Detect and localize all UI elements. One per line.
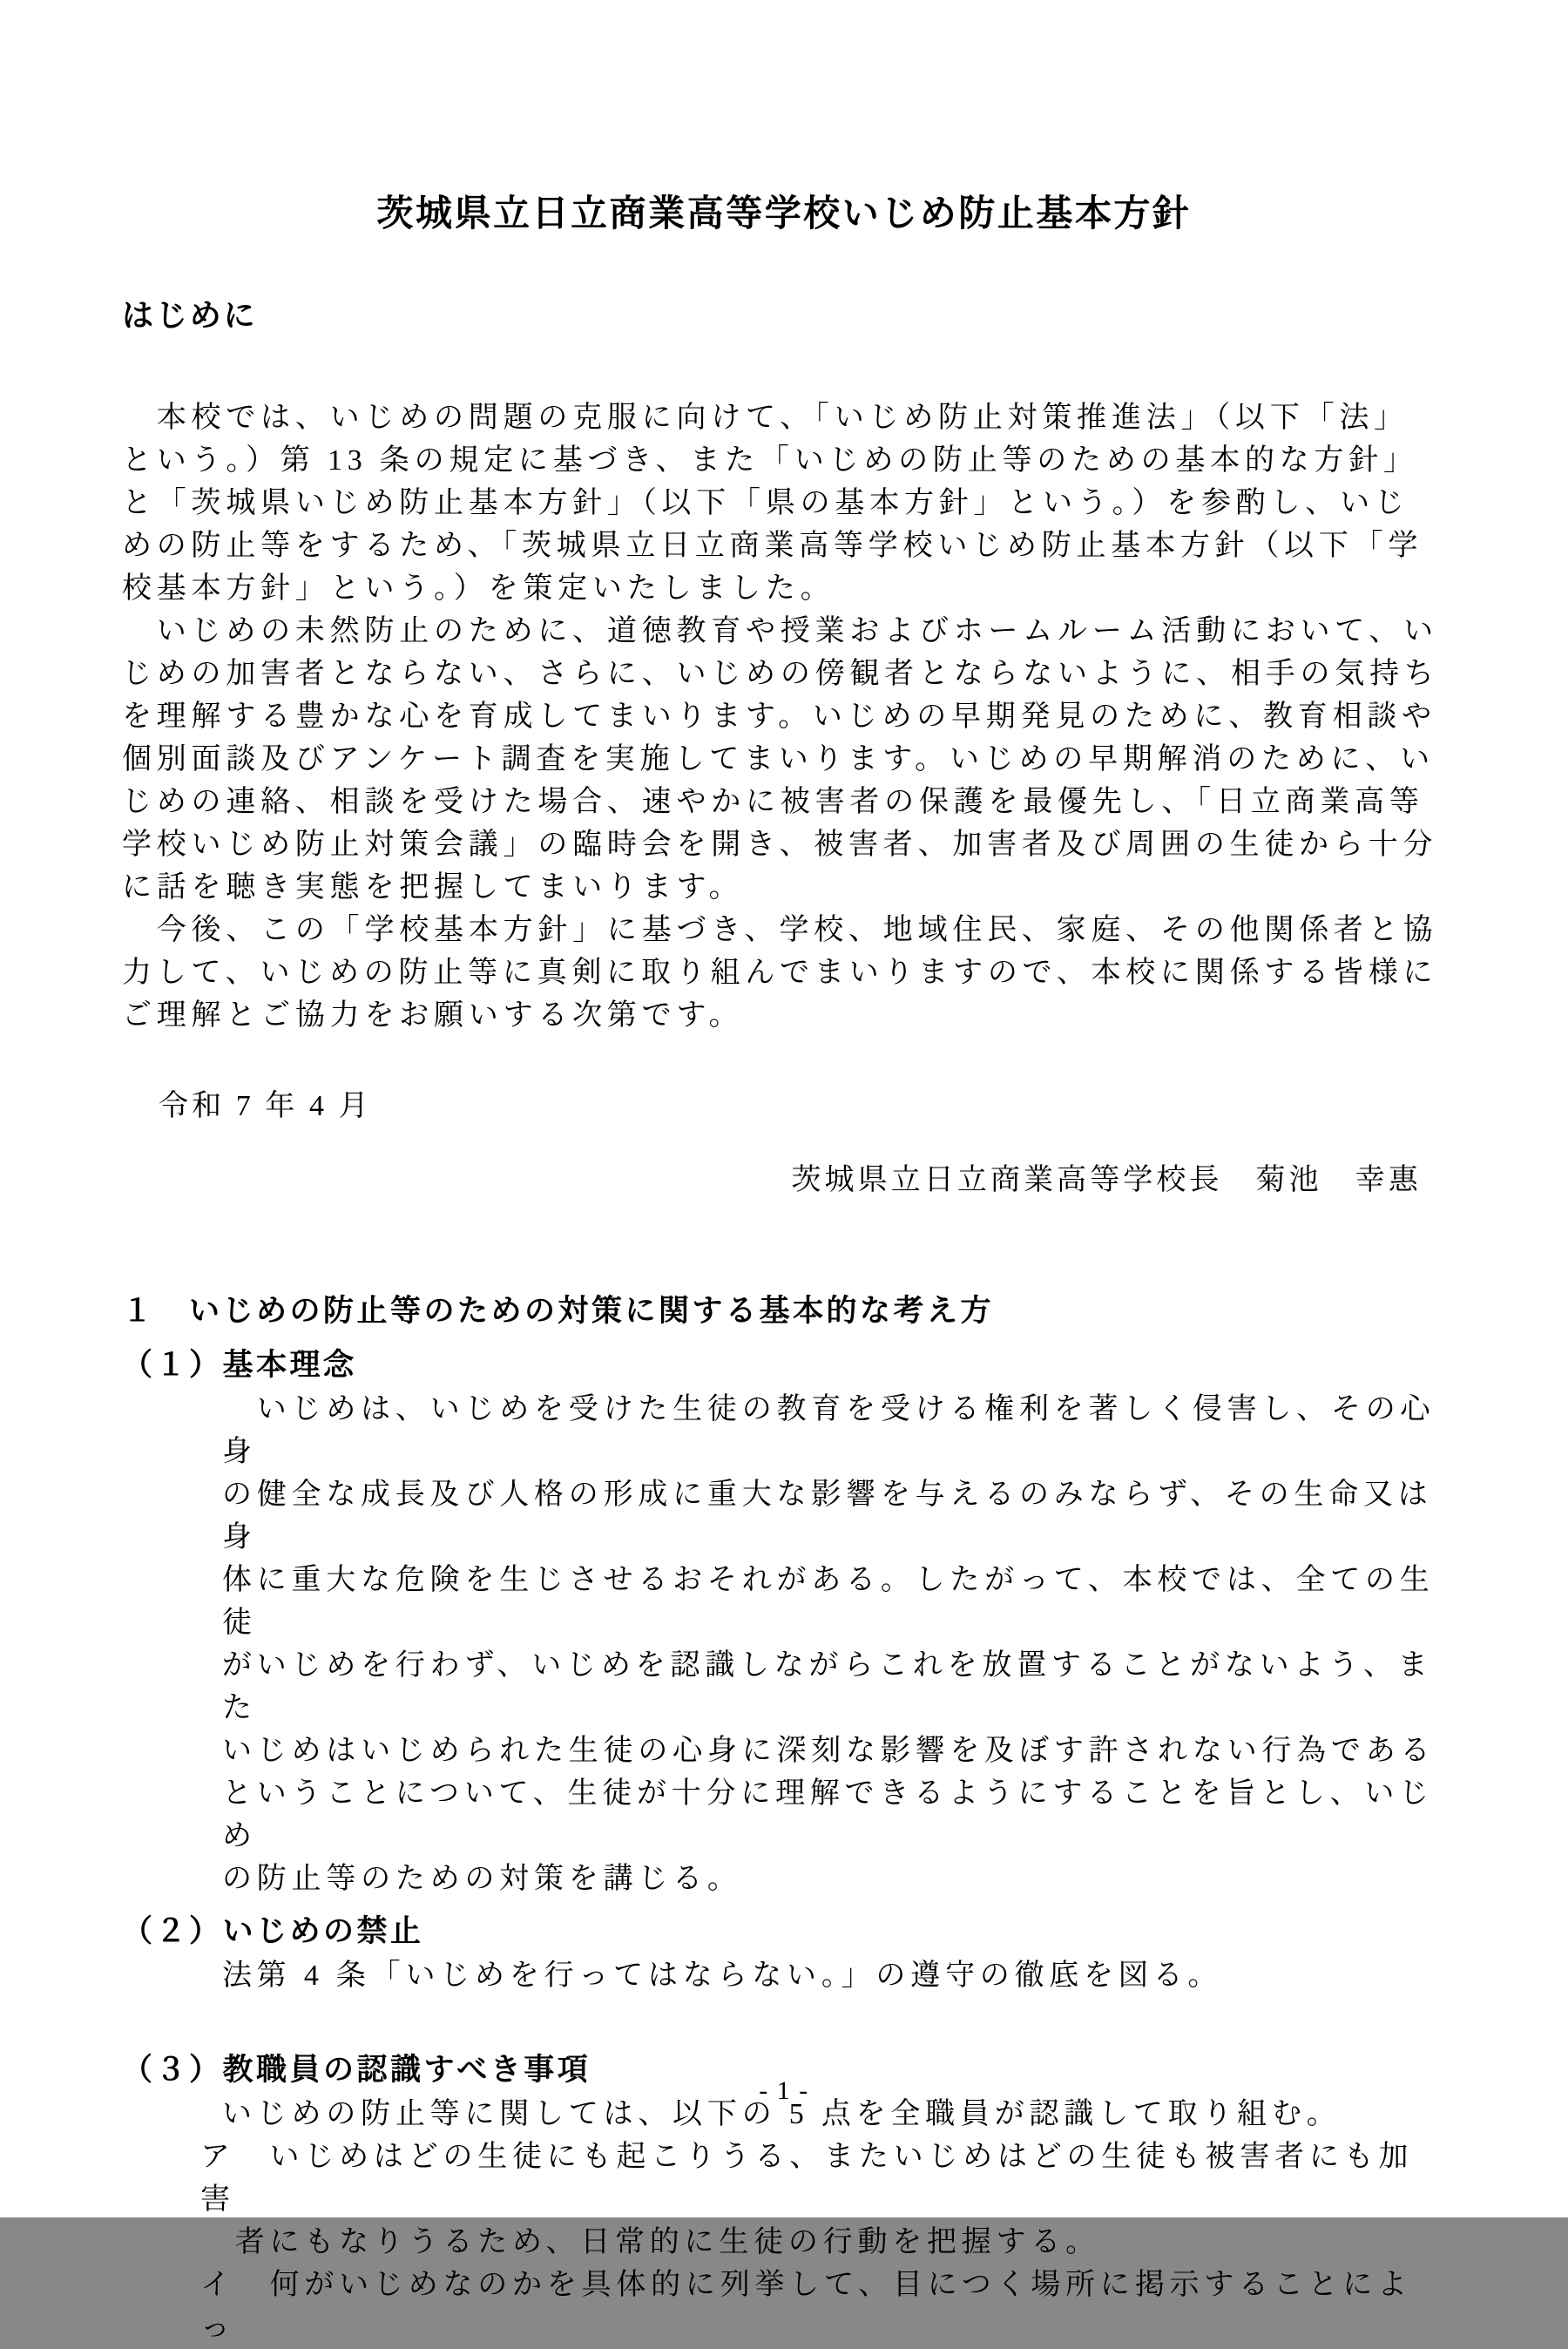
text-line: いじめは、いじめを受けた生徒の教育を受ける権利を著しく侵害し、その心身 <box>222 1393 1436 1468</box>
text-line: がいじめを行わず、いじめを認識しながらこれを放置することがないよう、また <box>222 1649 1433 1724</box>
section1-sub2-body <box>222 1954 1446 1997</box>
text-line: に話を聴き実態を把握してまいります。 <box>122 871 744 904</box>
text-line: 法第 4 条「いじめを行ってはならない。」の遵守の徹底を図る。 <box>222 1960 1223 1992</box>
text-line: 今後、この「学校基本方針」に基づき、学校、地域住民、家庭、その他関係者と協 <box>122 914 1438 946</box>
text-line: いじめはいじめられた生徒の心身に深刻な影響を及ぼす許されない行為である <box>222 1735 1436 1767</box>
section1-sub1-heading: （１）基本理念 <box>122 1348 357 1382</box>
text-line: じめの加害者とならない、さらに、いじめの傍観者とならないように、相手の気持ち <box>122 658 1439 690</box>
text-line: 体に重大な危険を生じさせるおそれがある。したがって、本校では、全ての生徒 <box>222 1564 1435 1639</box>
text-line: 本校では、いじめの問題の克服に向けて、「いじめ防止対策推進法」（以下「法」 <box>122 402 1409 434</box>
intro-paragraph-3 <box>122 909 1446 1037</box>
intro-heading: はじめに <box>122 297 258 333</box>
text-line: イ 何がいじめなのかを具体的に列挙して、目につく場所に掲示することによっ <box>200 2269 1412 2344</box>
section1-sub1-body <box>222 1388 1446 1900</box>
text-line: じめの連絡、相談を受けた場合、速やかに被害者の保護を最優先し、「日立商業高等 <box>122 786 1424 818</box>
section1-heading: １ いじめの防止等のための対策に関する基本的な考え方 <box>122 1294 995 1328</box>
text-line: 学校いじめ防止対策会議」の臨時会を開き、被害者、加害者及び周囲の生徒から十分 <box>122 829 1438 861</box>
signature-line: 茨城県立日立商業高等学校長 菊池 幸惠 <box>791 1164 1422 1196</box>
text-line: ご理解とご協力をお願いする次第です。 <box>122 999 744 1032</box>
text-line: いじめの未然防止のために、道徳教育や授業およびホームルーム活動において、い <box>122 615 1438 647</box>
document-title: 茨城県立日立商業高等学校いじめ防止基本方針 <box>376 193 1192 234</box>
text-line: 力して、いじめの防止等に真剣に取り組んでまいりますので、本校に関係する皆様に <box>122 957 1438 989</box>
page-number: - 1 - <box>759 2076 809 2105</box>
intro-paragraph-1 <box>122 396 1446 610</box>
section1-sub3-heading: （３）教職員の認識すべき事項 <box>122 2053 591 2087</box>
date-line: 令和 7 年 4 月 <box>159 1090 372 1122</box>
text-line: という。）第 13 条の規定に基づき、また「いじめの防止等のための基本的な方針」 <box>122 444 1418 477</box>
text-line: ア いじめはどの生徒にも起こりうる、またいじめはどの生徒も被害者にも加害 <box>200 2141 1414 2216</box>
text-line: を理解する豊かな心を育成してまいります。いじめの早期発見のために、教育相談や <box>122 701 1436 733</box>
text-line: 個別面談及びアンケート調査を実施してまいります。いじめの早期解消のために、い <box>122 743 1435 775</box>
text-line: いじめの防止等に関しては、以下の 5 点を全職員が認識して取り組む。 <box>222 2098 1342 2130</box>
text-line: の健全な成長及び人格の形成に重大な影響を与えるのみならず、その生命又は身 <box>222 1479 1433 1554</box>
text-line: 者にもなりうるため、日常的に生徒の行動を把握する。 <box>200 2226 1100 2258</box>
text-line: の防止等のための対策を講じる。 <box>222 1863 742 1895</box>
text-line: 校基本方針」という。）を策定いたしました。 <box>122 572 835 605</box>
section1-sub2-heading: （２）いじめの禁止 <box>122 1914 424 1948</box>
text-line: めの防止等をするため、「茨城県立日立商業高等学校いじめ防止基本方針（以下「学 <box>122 530 1423 562</box>
section1-sub3-item-i <box>200 2264 1446 2349</box>
text-line: と「茨城県いじめ防止基本方針」（以下「県の基本方針」という。）を参酌し、いじ <box>122 487 1409 519</box>
intro-paragraph-2 <box>122 610 1446 909</box>
section1-sub3-item-a <box>200 2136 1446 2264</box>
text-line: ということについて、生徒が十分に理解できるようにすることを旨とし、いじめ <box>222 1777 1434 1852</box>
